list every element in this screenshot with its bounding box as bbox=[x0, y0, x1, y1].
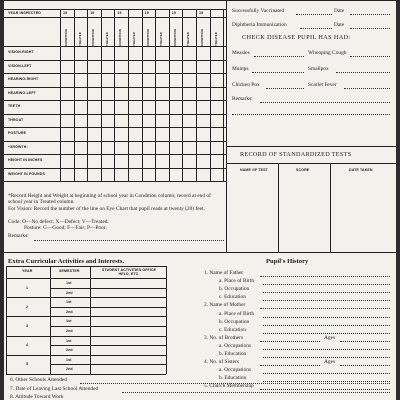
scarlet-line bbox=[344, 88, 390, 89]
tests-top-border bbox=[227, 146, 396, 147]
column-divider bbox=[226, 0, 227, 252]
condition-label: CONDITION bbox=[172, 29, 177, 46]
smallpox-label: Smallpox bbox=[308, 66, 329, 72]
extra-col-line bbox=[166, 266, 167, 374]
chickenpox-line bbox=[266, 88, 304, 89]
grid-row-label: VISION-RIGHT bbox=[8, 50, 34, 54]
vaccinated-date-line bbox=[350, 14, 390, 15]
extra-year-label: 3 bbox=[26, 324, 29, 328]
middle-border bbox=[4, 252, 396, 253]
history-field-label: a. Place of Birth bbox=[219, 310, 255, 317]
semester-2-label: 2nd bbox=[66, 348, 73, 353]
grid-row-label: VISION-LEFT bbox=[8, 63, 32, 68]
extra-year-label: 5 bbox=[26, 362, 29, 367]
vaccinated-label: Successfully Vaccinated bbox=[232, 8, 285, 14]
semester-2-label: 2nd bbox=[66, 290, 73, 295]
history-field-label: a. Occupations bbox=[219, 367, 252, 374]
grid-col-line bbox=[196, 9, 197, 181]
condition-label: CONDITION bbox=[64, 29, 68, 46]
grid-row-line bbox=[4, 87, 226, 88]
grid-row-label: TEETH bbox=[8, 104, 21, 108]
grid-row-label: HEARING-RIGHT bbox=[8, 77, 39, 81]
treated-label: TREATED bbox=[213, 32, 218, 46]
semester-1-label: 1st bbox=[66, 338, 72, 343]
extra-col-semester: SEMESTER bbox=[59, 269, 80, 273]
history-field-line bbox=[260, 276, 390, 277]
extra-semester-line bbox=[50, 326, 166, 327]
mumps-label: Mumps bbox=[232, 66, 249, 72]
history-field-label: 5. Church Membership bbox=[204, 383, 254, 390]
vaccinated-date-label: Date bbox=[334, 8, 345, 14]
extra-year-label: 2 bbox=[26, 304, 29, 309]
other-schools-label: 6. Other Schools Attended bbox=[10, 377, 67, 383]
extra-year-label: 4 bbox=[26, 343, 29, 348]
history-field-line bbox=[260, 341, 320, 342]
history-field-line bbox=[260, 365, 320, 366]
grid-row-line bbox=[4, 73, 226, 74]
extra-year-label: 1 bbox=[26, 285, 29, 290]
treated-label: TREATED bbox=[159, 32, 164, 46]
attitude-label: 8. Attitude Toward Work bbox=[10, 394, 64, 400]
year-heading: 19 bbox=[63, 11, 68, 15]
grid-row-line bbox=[4, 154, 226, 155]
extra-top-border bbox=[6, 266, 166, 267]
history-field-line bbox=[263, 381, 390, 382]
extra-semester-line bbox=[50, 345, 166, 346]
posture-note: Posture: G—Good; F—Fair; P—Poor. bbox=[24, 225, 107, 231]
history-field-label: 2. Name of Mother bbox=[204, 302, 246, 309]
remarks-line bbox=[34, 240, 224, 241]
grid-row-label: WEIGHT IN POUNDS bbox=[8, 171, 45, 176]
semester-1-label: 1st bbox=[66, 357, 72, 362]
grid-row-label: POSTURE bbox=[8, 131, 27, 135]
year-heading: 19 bbox=[199, 11, 204, 15]
grid-col-line bbox=[182, 9, 183, 181]
grid-col-line bbox=[142, 9, 143, 181]
extra-year-line bbox=[6, 297, 166, 298]
history-title: Pupil's History bbox=[266, 258, 309, 265]
code-note: Code: O—No defect; X—Defect; V—Treated. bbox=[8, 219, 109, 225]
year-heading: 19 bbox=[171, 11, 176, 15]
grid-row-line bbox=[4, 114, 226, 115]
tests-col-date: DATE TAKEN bbox=[349, 168, 373, 172]
history-field-line bbox=[263, 317, 390, 318]
history-ages-label: Ages bbox=[324, 334, 336, 341]
history-ages-label: Ages bbox=[324, 359, 336, 366]
treated-label: TREATED bbox=[132, 32, 136, 46]
semester-1-label: 1st bbox=[66, 300, 72, 305]
grid-col-line bbox=[169, 9, 170, 181]
extra-col-line bbox=[50, 266, 51, 374]
history-field-line bbox=[263, 325, 390, 326]
history-field-label: c. Education bbox=[219, 294, 246, 301]
grid-row-line bbox=[4, 127, 226, 128]
condition-label: CONDITION bbox=[145, 29, 150, 46]
history-field-line bbox=[263, 349, 390, 350]
extra-col-year: YEAR bbox=[22, 269, 33, 273]
year-heading: 19 bbox=[144, 11, 149, 15]
diphtheria-label: Diphtheria Immunization bbox=[232, 22, 287, 28]
tests-title-border bbox=[227, 163, 396, 164]
grid-col-line bbox=[114, 9, 115, 181]
year-inspected-label: YEAR INSPECTED bbox=[8, 11, 41, 15]
tests-col-score: SCORE bbox=[296, 168, 310, 172]
history-field-line bbox=[263, 300, 390, 301]
top-border bbox=[4, 0, 396, 1]
grid-row-line bbox=[4, 181, 226, 182]
extra-year-line bbox=[6, 316, 166, 317]
history-ages-line bbox=[340, 365, 390, 366]
grid-col-line bbox=[60, 9, 61, 181]
treated-label: TREATED bbox=[104, 32, 109, 46]
extra-year-line bbox=[6, 374, 166, 375]
grid-col-line bbox=[128, 9, 129, 181]
history-field-label: 3. No. of Brothers bbox=[204, 334, 244, 341]
chickenpox-label: Chicken Pox bbox=[232, 82, 260, 88]
extra-semester-line bbox=[50, 364, 166, 365]
year-heading: 19 bbox=[117, 11, 122, 15]
history-field-line bbox=[260, 389, 390, 390]
grid-row-line bbox=[4, 141, 226, 142]
semester-2-label: 2nd bbox=[66, 367, 73, 372]
history-field-label: b. Occupation bbox=[219, 286, 250, 293]
extra-year-line bbox=[6, 355, 166, 356]
grid-col-line bbox=[87, 9, 88, 181]
growth-note: *Record Height and Weight at beginning of school year in Condition column; record at end of school year in Treated column. bbox=[8, 193, 211, 205]
history-field-label: 1. Name of Father bbox=[204, 270, 244, 276]
vaccinated-line bbox=[296, 14, 332, 15]
smallpox-line bbox=[336, 72, 390, 73]
history-field-label: a. Occupations bbox=[219, 342, 252, 349]
grid-row-label: THROAT bbox=[8, 117, 24, 122]
immunization-remarks-line-2 bbox=[232, 114, 390, 115]
date-leaving-label: 7. Date of Leaving Last School Attended bbox=[10, 386, 99, 392]
history-field-label: 4. No. of Sisters bbox=[204, 359, 239, 366]
treated-label: TREATED bbox=[77, 32, 82, 46]
grid-row-label: *GROWTH: bbox=[8, 144, 28, 149]
immunization-remarks-line bbox=[260, 102, 390, 103]
tests-col-name: NAME OF TEST bbox=[240, 168, 268, 172]
semester-2-label: 2nd bbox=[66, 329, 73, 333]
extra-year-line bbox=[6, 336, 166, 337]
grid-col-line bbox=[101, 9, 102, 181]
immunization-remarks-label: Remarks: bbox=[232, 96, 253, 102]
condition-label: CONDITION bbox=[118, 29, 123, 46]
grid-row-label: HEARING-LEFT bbox=[8, 90, 36, 95]
grid-row-line bbox=[4, 100, 226, 101]
history-field-label: b. Education bbox=[219, 351, 247, 357]
extra-title: Extra Curricular Activities and Interests. bbox=[8, 258, 125, 265]
diphtheria-date-line bbox=[350, 28, 390, 29]
semester-1-label: 1st bbox=[66, 319, 72, 324]
record-card-sheet bbox=[4, 0, 396, 400]
history-field-label: c. Education bbox=[219, 326, 246, 333]
history-field-line bbox=[263, 333, 390, 334]
grid-row-line bbox=[4, 168, 226, 169]
remarks-label: Remarks: bbox=[8, 233, 29, 239]
history-field-line bbox=[263, 373, 390, 374]
extra-semester-line bbox=[50, 307, 166, 308]
whooping-line bbox=[350, 56, 390, 57]
history-ages-line bbox=[340, 341, 390, 342]
extra-col-line bbox=[6, 266, 7, 374]
diphtheria-line bbox=[300, 28, 332, 29]
grid-row-line bbox=[4, 60, 226, 61]
history-field-label: a. Place of Birth bbox=[219, 278, 255, 285]
tests-divider-2 bbox=[330, 164, 331, 252]
extra-col-activities: STUDENT ACTIVITIES OFFICE HELD, ETC. bbox=[101, 268, 157, 277]
whooping-label: Whooping Cough bbox=[308, 50, 347, 56]
grid-col-line bbox=[223, 9, 224, 181]
semester-2-label: 2nd bbox=[66, 309, 73, 314]
scarlet-label: Scarlet Fever bbox=[308, 82, 337, 88]
grid-row-label: HEIGHT IN INCHES bbox=[8, 158, 43, 162]
history-field-label: b. Education bbox=[219, 375, 247, 382]
mumps-line bbox=[252, 72, 304, 73]
condition-label: CONDITION bbox=[91, 29, 96, 46]
date-leaving-line bbox=[122, 392, 390, 393]
check-disease-title: CHECK DISEASE PUPIL HAS HAD: bbox=[242, 34, 351, 41]
measles-line bbox=[254, 56, 304, 57]
semester-1-label: 1st bbox=[66, 281, 72, 285]
year-heading: 19 bbox=[90, 11, 95, 15]
treated-label: TREATED bbox=[186, 32, 191, 46]
extra-header-border bbox=[6, 278, 166, 279]
history-field-line bbox=[263, 292, 390, 293]
extra-col-line bbox=[90, 266, 91, 374]
condition-label: CONDITION bbox=[200, 29, 204, 46]
history-field-line bbox=[260, 308, 390, 309]
grid-col-line bbox=[74, 9, 75, 181]
grid-col-line bbox=[210, 9, 211, 181]
tests-title: RECORD OF STANDARDIZED TESTS bbox=[240, 151, 352, 158]
history-field-label: b. Occupation bbox=[219, 318, 250, 325]
extra-semester-line bbox=[50, 288, 166, 289]
history-field-line bbox=[263, 357, 390, 358]
diphtheria-date-label: Date bbox=[334, 22, 345, 28]
measles-label: Measles bbox=[232, 50, 250, 56]
vision-note: For Vision: Record the number of the line on Eye Chart that pupil reads at twenty (20) feet. bbox=[8, 206, 205, 212]
tests-divider-1 bbox=[278, 164, 279, 252]
history-field-line bbox=[263, 284, 390, 285]
grid-col-line bbox=[155, 9, 156, 181]
